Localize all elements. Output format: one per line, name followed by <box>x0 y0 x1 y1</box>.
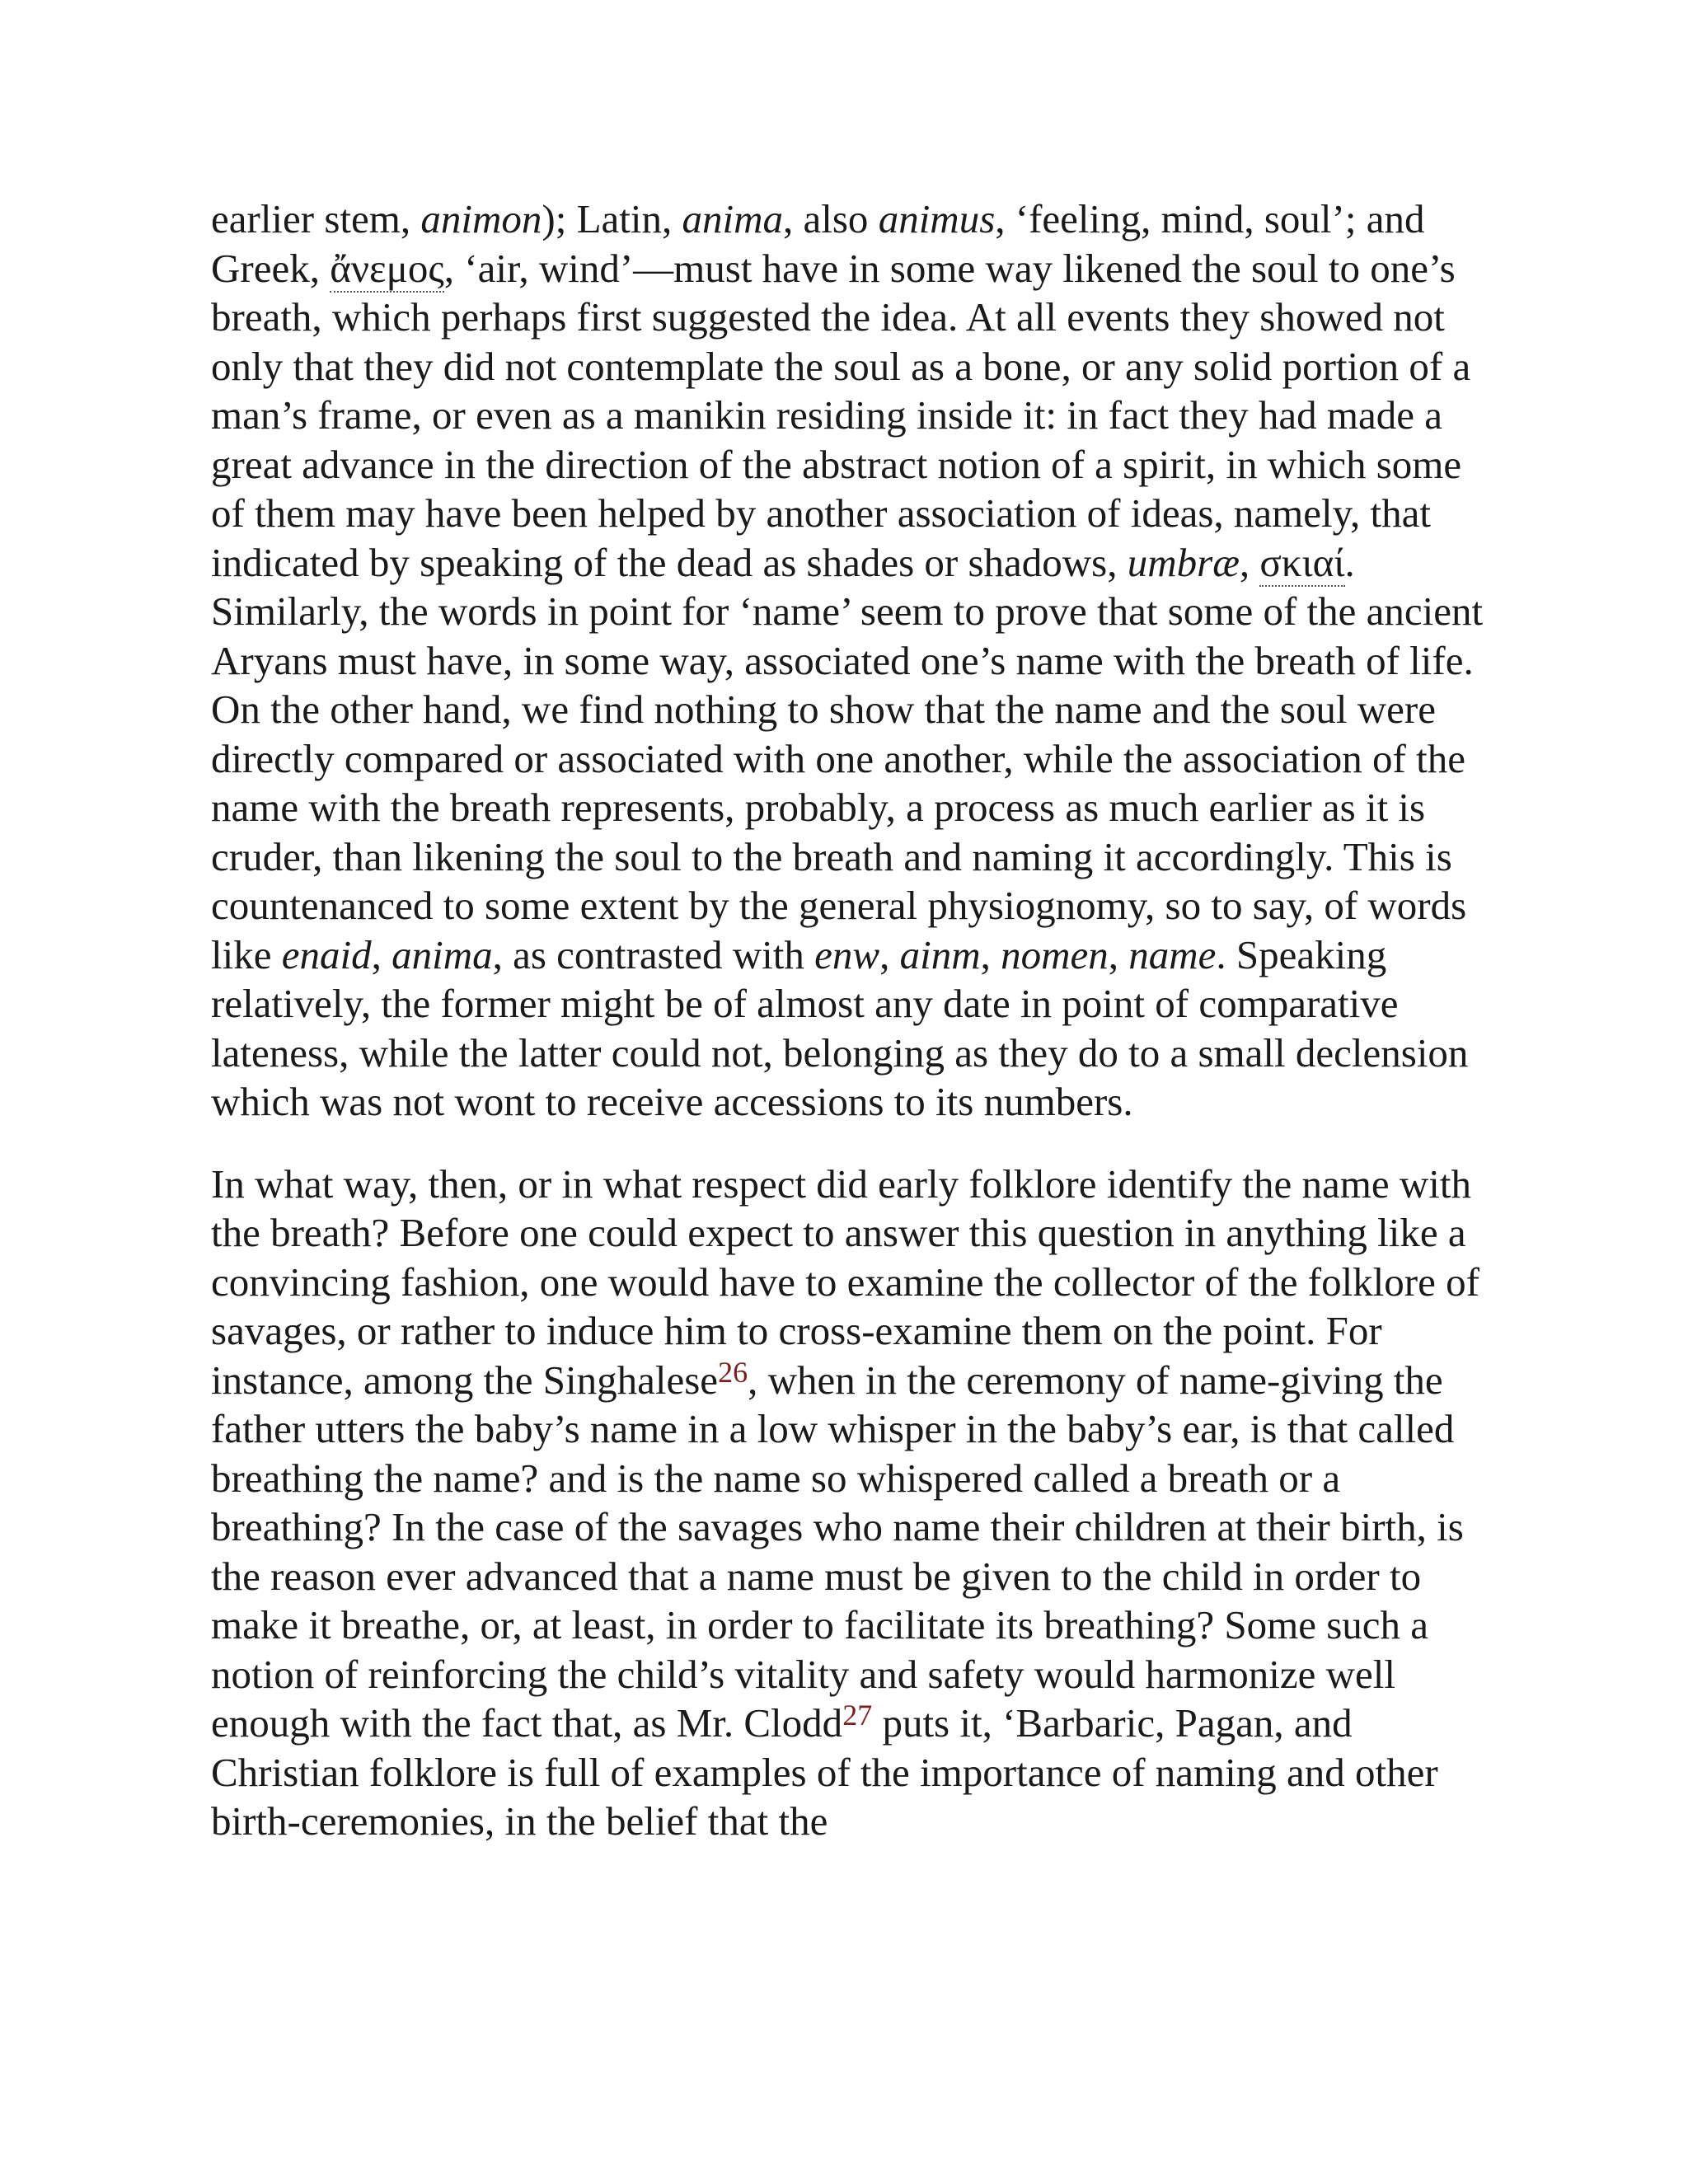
paragraph <box>211 1160 1497 1846</box>
italic-term: anima <box>682 196 783 241</box>
text-run: , when in the ceremony of name-giving the father utters the baby’s name in a low whisper in the baby’s ear, is that called breathing the name? and is the name so whispered called a breath or a breathing? In the case of the savages who name their children at their birth, is the reason ever advanced that a name must be given to the child in order to make it breathe, or, at least, in order to facilitate its breathing? Some such a notion of reinforcing the child’s vitality and safety would harmonize well enough with the fact that, as Mr. Clodd <box>211 1357 1464 1746</box>
page-body <box>211 194 1497 1846</box>
italic-term: animus <box>878 196 996 241</box>
text-run: , <box>1239 539 1260 585</box>
text-run: earlier stem, <box>211 196 421 241</box>
italic-term: name <box>1128 931 1217 977</box>
text-run: , as contrasted with <box>492 931 815 977</box>
footnote-ref-26[interactable]: 26 <box>718 1355 748 1389</box>
text-run: , ‘air, wind’—must have in some way likened the soul to one’s breath, which perhaps first suggested the idea. At all events they showed not only that they did not contemplate the soul as a bone, or any solid portion of a man’s frame, or even as a manikin residing inside it: in fact they had made a great advance in the direction of the abstract notion of a spirit, in which some of them may have been helped by another association of ideas, namely, that indicated by speaking of the dead as shades or shadows, <box>211 245 1471 585</box>
italic-term: animon <box>420 196 542 241</box>
italic-term: enw <box>814 931 880 977</box>
greek-word[interactable]: σκιαί <box>1259 539 1345 585</box>
text-run: , <box>371 931 392 977</box>
text-run: . Speaking relatively, the former might be of almost any date in point of comparative lateness, while the latter could not, belonging as they do to a small declension which was not wont to receive accessions to its numbers. <box>211 931 1469 1124</box>
text-run: , ‘feeling, mind, soul’; and Greek, <box>211 196 1425 291</box>
italic-term: nomen <box>1001 931 1109 977</box>
text-run: . Similarly, the words in point for ‘name’ seem to prove that some of the ancient Aryans must have, in some way, associated one’s name with the breath of life. On the other hand, we find nothing to show that the name and the soul were directly compared or associated with one another, while the association of the name with the breath represents, probably, a process as much earlier as it is cruder, than likening the soul to the breath and naming it accordingly. This is countenanced to some extent by the general physiognomy, so to say, of words like <box>211 539 1484 977</box>
italic-term: anima <box>392 931 493 977</box>
text-run: In what way, then, or in what respect did early folklore identify the name with the breath? Before one could expect to answer this question in anything like a convincing fashion, one would have to examine the collector of the folklore of savages, or rather to induce him to cross-examine them on the point. For instance, among the Singhalese <box>211 1160 1479 1403</box>
greek-word[interactable]: ἄνεμος <box>330 245 444 291</box>
italic-term: ainm <box>899 931 981 977</box>
text-run: puts it, ‘Barbaric, Pagan, and Christian folklore is full of examples of the importance of naming and other birth-ceremonies, in the belief that the <box>211 1700 1438 1844</box>
text-run: , also <box>783 196 879 241</box>
text-run: , <box>1108 931 1129 977</box>
text-run: ); Latin, <box>542 196 682 241</box>
paragraph <box>211 194 1497 1127</box>
text-run: , <box>879 931 900 977</box>
footnote-ref-27[interactable]: 27 <box>842 1699 873 1732</box>
italic-term: umbræ <box>1127 539 1240 585</box>
italic-term: enaid <box>281 931 372 977</box>
text-run: , <box>980 931 1001 977</box>
